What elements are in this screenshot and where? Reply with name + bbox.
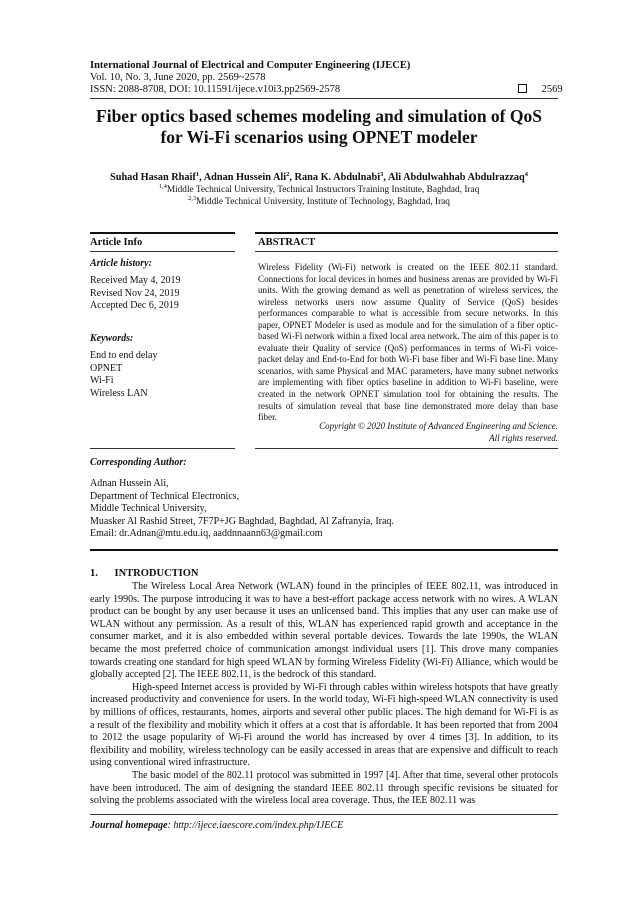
affiliation-1-text: Middle Technical University, Technical Instructors Training Institute, Baghdad, Iraq bbox=[166, 185, 480, 195]
title-line-1: Fiber optics based schemes modeling and simulation of QoS bbox=[96, 106, 542, 126]
paragraph: The basic model of the 802.11 protocol was submitted in 1997 [4]. After that time, several other protocols have been introduced. The aim of designing the standard IEEE 802.11 through specific revisions be situated for solving the problems associated with the wireless local area coverage. Thus, the IEE 802.11 was bbox=[90, 769, 558, 807]
corresponding-details bbox=[90, 478, 394, 541]
corr-name: Adnan Hussein Ali, bbox=[90, 478, 169, 489]
keywords-heading: Keywords: bbox=[90, 333, 134, 344]
article-info-sub-rule bbox=[90, 251, 235, 252]
accepted-date: Accepted Dec 6, 2019 bbox=[90, 300, 179, 311]
copyright-line-1: Copyright © 2020 Institute of Advanced Engineering and Science. bbox=[319, 421, 558, 431]
keywords-list bbox=[90, 350, 157, 400]
header-rule bbox=[90, 98, 558, 99]
article-info-bottom-rule bbox=[90, 448, 235, 449]
affiliation-1 bbox=[60, 185, 578, 196]
paragraph: High-speed Internet access is provided by Wi-Fi through cables within wireless hotspots that have greatly increased productivity and convenience for users. In the world today, Wi-Fi high-speed WLAN connectivity is used by millions of offices, restaurants, homes, airports and several other public places. The high demand for Wi-Fi is as a result of the flexibility and mobility which it offers at a cost that is affordable. It has been reported that from 2004 to 2012 the usage popularity of Wi-Fi around the world has increased by over 4 times [3]. In addition, to its flexibility and mobility, wireless technology can be easily accessed in areas that are expensive and difficult to reach using conventional wired infrastructure. bbox=[90, 681, 558, 769]
abstract-bottom-rule bbox=[255, 448, 558, 449]
footer-rule bbox=[90, 814, 558, 815]
issn-info: ISSN: 2088-8708, DOI: 10.11591/ijece.v10i3.pp2569-2578 bbox=[90, 84, 341, 95]
paragraph: The Wireless Local Area Network (WLAN) found in the principles of IEEE 802.11, was introduced in early 1990s. The purpose introducing it was to have a best-effort package access network with no wires. A WLAN product can be bought by any user because it uses an unlicensed band. This implies that any user can make use of WLAN without any permission. As a result of this, WLAN has experienced rapid growth and acceptance in the consumer market, and it is also embedded within several portable devices. Towards the late 1990s, the WLAN became the most preferred choice of communication amongst individual users [1]. This drove many companies towards creating one standard for high speed WLAN by forming Wireless Fidelity (Wi-Fi) Alliance, which would be globally accepted [2]. The IEEE 802.11, is the bedrock of this standard. bbox=[90, 581, 558, 681]
copyright-line-2: All rights reserved. bbox=[489, 432, 558, 443]
author-2: Adnan Hussein Ali bbox=[203, 172, 287, 183]
title-line-2: for Wi-Fi scenarios using OPNET modeler bbox=[160, 127, 478, 147]
author-2-sup: 2 bbox=[286, 171, 290, 178]
page-number: 2569 bbox=[541, 84, 563, 95]
abstract-sub-rule bbox=[255, 251, 558, 252]
paper-title bbox=[60, 106, 578, 148]
homepage-label: Journal homepage bbox=[90, 820, 168, 831]
affiliation-2-sup: 2,3 bbox=[188, 195, 197, 202]
keyword: OPNET bbox=[90, 362, 123, 374]
abstract-top-rule bbox=[255, 232, 558, 234]
author-1-sup: 1 bbox=[195, 171, 200, 178]
section-number: 1. bbox=[90, 568, 98, 579]
homepage-url[interactable]: : http://ijece.iaescore.com/index.php/IJECE bbox=[167, 820, 344, 831]
keyword: End to end delay bbox=[90, 350, 158, 361]
keyword: Wi-Fi bbox=[90, 375, 114, 386]
article-info-heading: Article Info bbox=[90, 237, 143, 248]
affiliation-1-sup: 1,4 bbox=[158, 183, 167, 190]
affiliation-2-text: Middle Technical University, Institute of Technology, Baghdad, Iraq bbox=[196, 197, 450, 207]
received-date: Received May 4, 2019 bbox=[90, 275, 181, 286]
article-info-top-rule bbox=[90, 232, 235, 234]
corr-university: Middle Technical University, bbox=[90, 503, 207, 515]
journal-homepage bbox=[90, 820, 343, 831]
authors: Suhad Hasan Rhaif$^1$, Adnan Hussein Ali$^2$, Rana K. Abdulnabi$^3$, Ali Abdulwahhab Abdulrazzaq$^4$ bbox=[110, 171, 528, 183]
revised-date: Revised Nov 24, 2019 bbox=[90, 287, 180, 299]
abstract-text: Wireless Fidelity (Wi-Fi) network is created on the IEEE 802.11 standard. Connections for local devices in homes and business arenas are provided by Wi-Fi units. With the growing demand as well as penetration of wireless services, the wireless networks users now assume Quality of Service (QoS) besides performances comparable to what is accessible from secure networks. In this paper, OPNET Modeler is used as module and for the simulation of a fiber optic-based Wi-Fi network within a fixed local area network. The aim of this paper is to evaluate their Quality of service (QoS) performances in terms of Wi-Fi voice-packet delay and End-to-End for both Wi-Fi base fiber and Wi-Fi base line. Many scenarios, with same Physical and MAC parameters, have many subnet networks are implementing with fiber optics baseline in addition to Wi-Fi baseline, were created in the network OPNET simulation tool for obtaining the results. The results of simulation reveal that base line demonstrated more delay than base fiber. bbox=[258, 262, 558, 423]
keyword: Wireless LAN bbox=[90, 387, 148, 399]
journal-name: International Journal of Electrical and Computer Engineering (IJECE) bbox=[90, 60, 411, 71]
history-list bbox=[90, 275, 181, 313]
journal-header bbox=[90, 60, 410, 96]
abstract-heading: ABSTRACT bbox=[258, 237, 316, 248]
intro-body bbox=[90, 581, 558, 808]
author-4: Ali Abdulwahhab Abdulrazzaq bbox=[387, 172, 525, 183]
corr-department: Department of Technical Electronics, bbox=[90, 490, 240, 502]
affiliation-2 bbox=[60, 197, 578, 208]
corr-address: Muasker Al Rashid Street, 7F7P+JG Baghdad, Baghdad, Al Zafranyia, Iraq. bbox=[90, 515, 394, 527]
page-number-block bbox=[518, 84, 563, 95]
history-heading: Article history: bbox=[90, 258, 152, 269]
volume-info: Vol. 10, No. 3, June 2020, pp. 2569~2578 bbox=[90, 72, 266, 83]
corr-email: Email: dr.Adnan@mtu.edu.iq, aaddnnaann63@gmail.com bbox=[90, 528, 323, 540]
author-1: Suhad Hasan Rhaif bbox=[110, 172, 196, 183]
intro-heading bbox=[90, 568, 199, 579]
corresponding-bottom-rule bbox=[90, 549, 558, 551]
section-title: INTRODUCTION bbox=[114, 568, 199, 579]
author-3-sup: 3 bbox=[380, 171, 384, 178]
copyright bbox=[258, 421, 558, 444]
corresponding-heading: Corresponding Author: bbox=[90, 457, 187, 468]
square-icon bbox=[518, 84, 527, 93]
author-4-sup: 4 bbox=[524, 171, 528, 178]
author-3: Rana K. Abdulnabi bbox=[294, 172, 381, 183]
